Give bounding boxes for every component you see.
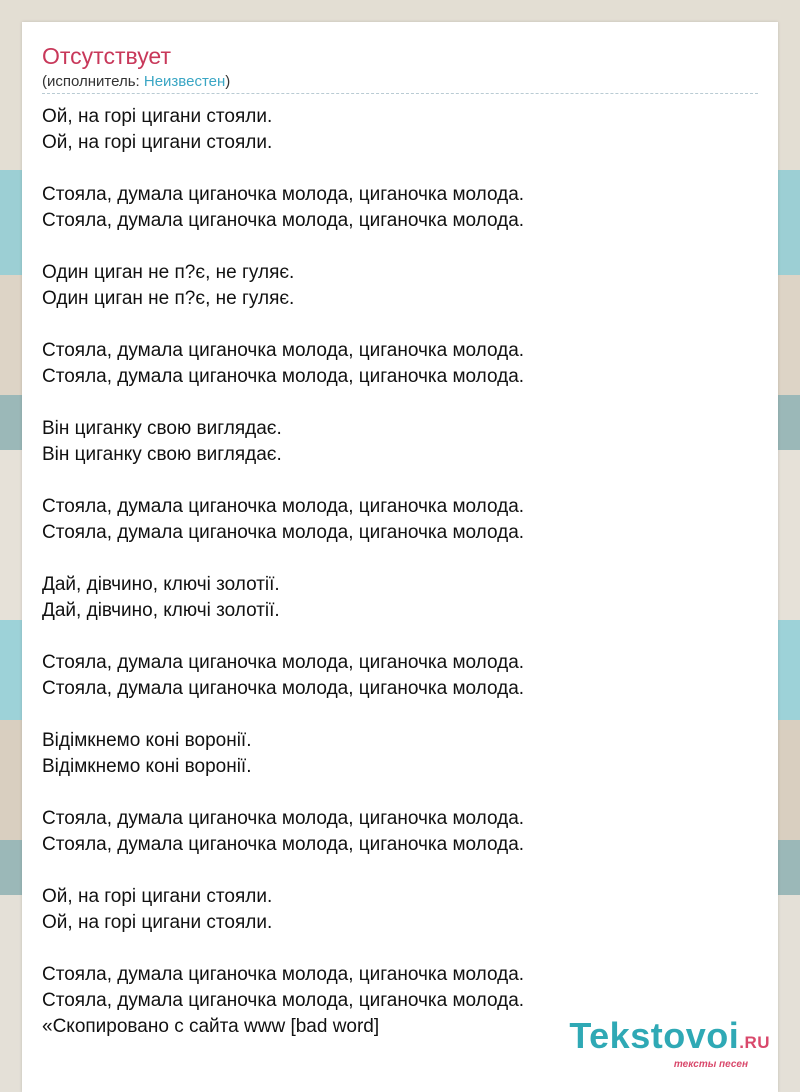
logo-main-text: Tekstovoi (569, 1015, 740, 1056)
lyrics-line: Стояла, думала циганочка молода, циганочка молода. (42, 652, 525, 673)
lyrics-line: Відімкнемо коні воронії. (42, 756, 252, 777)
artist-suffix: ) (225, 73, 231, 90)
lyrics-line: Стояла, думала циганочка молода, циганочка молода. (42, 990, 525, 1011)
logo-tld: .RU (739, 1033, 770, 1052)
lyrics-spacer (42, 936, 524, 962)
lyrics-card (22, 22, 778, 1092)
lyrics-line: Дай, дівчино, ключі золотії. (42, 574, 280, 595)
lyrics-line: Він циганку свою виглядає. (42, 418, 282, 439)
lyrics-line: Один циган не п?є, не гуляє. (42, 262, 295, 283)
lyrics-line: Стояла, думала циганочка молода, циганочка молода. (42, 210, 525, 231)
lyrics-line: Дай, дівчино, ключі золотії. (42, 600, 280, 621)
lyrics-line: Стояла, думала циганочка молода, циганочка молода. (42, 678, 525, 699)
lyrics-line: Стояла, думала циганочка молода, циганочка молода. (42, 366, 525, 387)
lyrics-line: Ой, на горі цигани стояли. (42, 106, 273, 127)
title-divider (42, 93, 758, 94)
lyrics-spacer (42, 702, 524, 728)
lyrics-line: Ой, на горі цигани стояли. (42, 912, 273, 933)
lyrics-spacer (42, 624, 524, 650)
artist-link[interactable]: Неизвестен (143, 73, 226, 90)
lyrics-spacer (42, 546, 524, 572)
song-artist-line (42, 73, 230, 90)
site-logo[interactable] (569, 1015, 770, 1070)
lyrics-spacer (42, 156, 524, 182)
lyrics-spacer (42, 780, 524, 806)
artist-prefix: (исполнитель: (42, 73, 144, 90)
lyrics-spacer (42, 234, 524, 260)
lyrics-spacer (42, 858, 524, 884)
lyrics-line: Відімкнемо коні воронії. (42, 730, 252, 751)
lyrics-line: Стояла, думала циганочка молода, циганочка молода. (42, 964, 525, 985)
lyrics-line: Стояла, думала циганочка молода, циганочка молода. (42, 834, 525, 855)
logo-tagline: тексты песен (673, 1059, 748, 1070)
lyrics-line: Стояла, думала циганочка молода, циганочка молода. (42, 808, 525, 829)
lyrics-spacer (42, 468, 524, 494)
lyrics-spacer (42, 312, 524, 338)
lyrics-spacer (42, 390, 524, 416)
lyrics-line: Стояла, думала циганочка молода, циганочка молода. (42, 340, 525, 361)
lyrics-line: Він циганку свою виглядає. (42, 444, 282, 465)
lyrics-line: «Скопировано с сайта www [bad word] (42, 1016, 380, 1037)
lyrics-line: Стояла, думала циганочка молода, циганочка молода. (42, 184, 525, 205)
lyrics-line: Ой, на горі цигани стояли. (42, 886, 273, 907)
song-title: Отсутствует (42, 43, 171, 69)
lyrics-line: Один циган не п?є, не гуляє. (42, 288, 295, 309)
lyrics-line: Стояла, думала циганочка молода, циганочка молода. (42, 522, 525, 543)
lyrics-line: Стояла, думала циганочка молода, циганочка молода. (42, 496, 525, 517)
logo-wordmark (569, 1015, 770, 1061)
lyrics-line: Ой, на горі цигани стояли. (42, 132, 273, 153)
lyrics-body (42, 104, 524, 1040)
